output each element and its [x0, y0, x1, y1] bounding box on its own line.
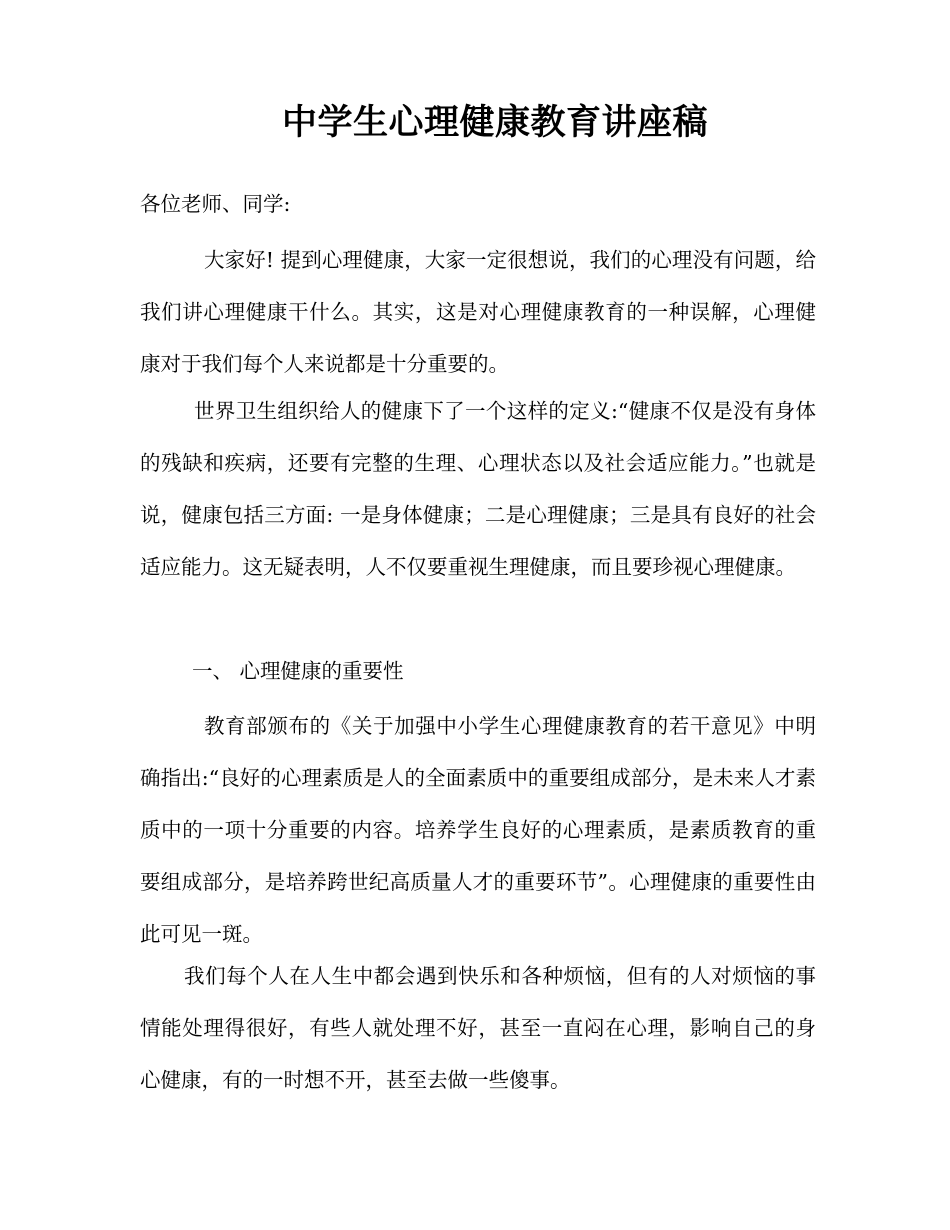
section-heading: 一、 心理健康的重要性 [192, 659, 404, 683]
paragraph-troubles: 我们每个人在人生中都会遇到快乐和各种烦恼，但有的人对烦恼的事情能处理得很好，有些人就处理不好，甚至一直闷在心理，影响自己的身心健康，有的一时想不开，甚至去做一些傻事。 [140, 964, 816, 1092]
document-title: 中学生心理健康教育讲座稿 [281, 102, 708, 143]
paragraph-ministry-opinion: 教育部颁布的《关于加强中小学生心理健康教育的若干意见》中明确指出:“良好的心理素质是人的全面素质中的重要组成部分，是未来人才素质中的一项十分重要的内容。培养学生良好的心理素质，是素质教育的重要组成部分，是培养跨世纪高质量人才的重要环节”。心理健康的重要性由此可见一斑。 [140, 714, 816, 946]
salutation: 各位老师、同学: [140, 192, 291, 216]
paragraph-greeting: 大家好! 提到心理健康，大家一定很想说，我们的心理没有问题，给我们讲心理健康干什么。其实，这是对心理健康教育的一种误解，心理健康对于我们每个人来说都是十分重要的。 [140, 248, 816, 376]
paragraph-who-definition: 世界卫生组织给人的健康下了一个这样的定义:“健康不仅是没有身体的残缺和疾病，还要有完整的生理、心理状态以及社会适应能力。”也就是说，健康包括三方面: 一是身体健康；二是心理健康；三是具有良好的社会适应能力。这无疑表明，人不仅要重视生理健康，而且要珍视心理健康。 [140, 399, 816, 579]
